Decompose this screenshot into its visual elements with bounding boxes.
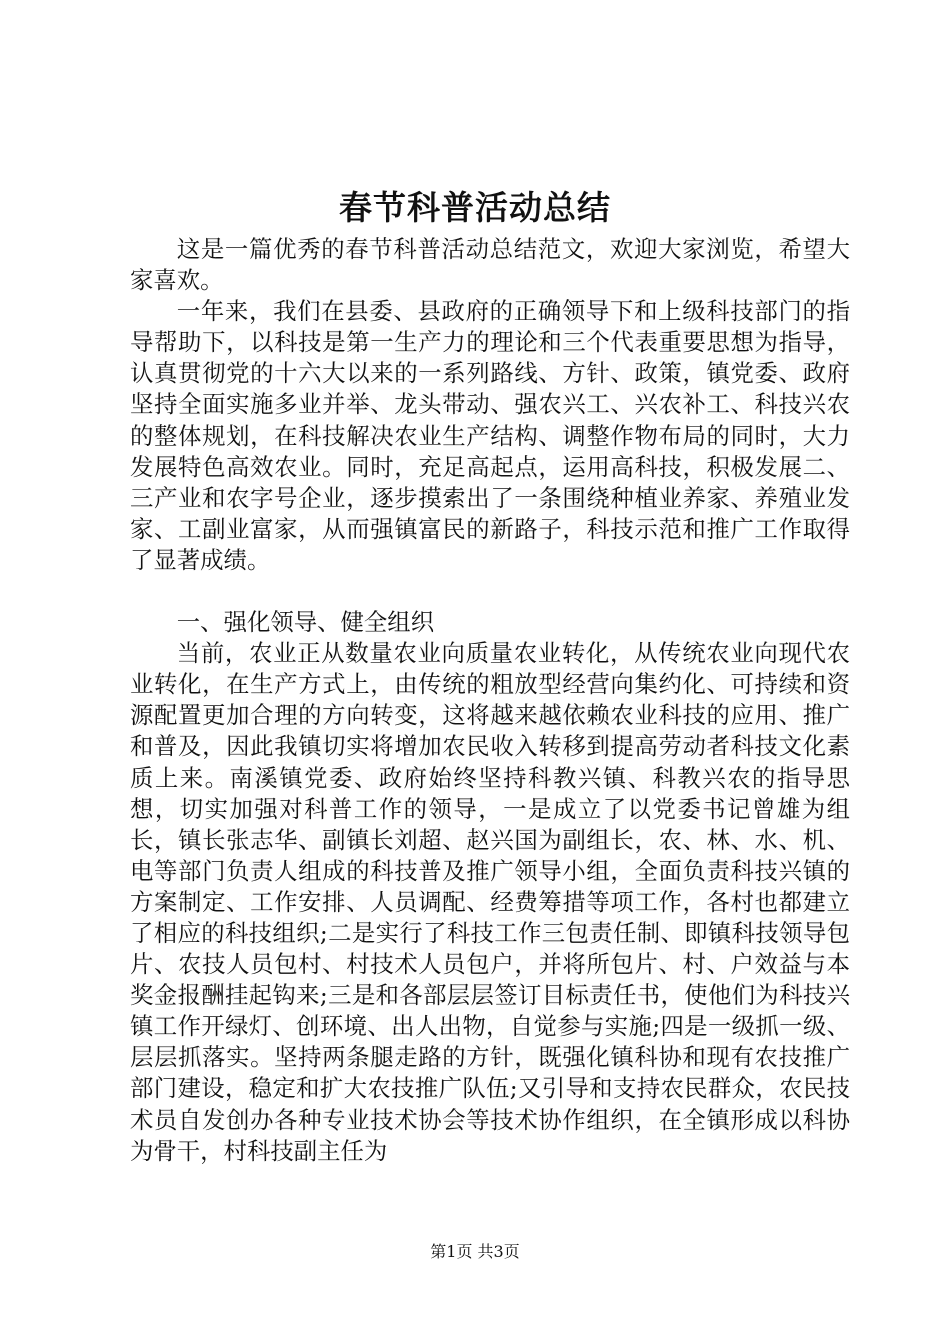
page-footer: 第1页 共3页 [430,1242,520,1261]
paragraph-1: 一年来，我们在县委、县政府的正确领导下和上级科技部门的指导帮助下，以科技是第一生产力的理论和三个代表重要思想为指导，认真贯彻党的十六大以来的一系列路线、方针、政策，镇党委、政府坚持全面实施多业并举、龙头带动、强农兴工、兴农补工、科技兴农的整体规划，在科技解决农业生产结构、调整作物布局的同时，大力发展特色高效农业。同时，充足高起点，运用高科技，积极发展二、三产业和农字号企业，逐步摸索出了一条围绕种植业养家、养殖业发家、工副业富家，从而强镇富民的新路子，科技示范和推广工作取得了显著成绩。 [130,297,850,574]
section-1-heading: 一、强化领导、健全组织 [176,608,435,637]
intro-paragraph: 这是一篇优秀的春节科普活动总结范文，欢迎大家浏览，希望大家喜欢。 [130,235,850,295]
document-body [130,234,850,1167]
paragraph-2: 当前，农业正从数量农业向质量农业转化，从传统农业向现代农业转化，在生产方式上，由传统的粗放型经营向集约化、可持续和资源配置更加合理的方向转变，这将越来越依赖农业科技的应用、推广和普及，因此我镇切实将增加农民收入转移到提高劳动者科技文化素质上来。南溪镇党委、政府始终坚持科教兴镇、科教兴农的指导思想，切实加强对科普工作的领导，一是成立了以党委书记曾雄为组长，镇长张志华、副镇长刘超、赵兴国为副组长，农、林、水、机、电等部门负责人组成的科技普及推广领导小组，全面负责科技兴镇的方案制定、工作安排、人员调配、经费筹措等项工作，各村也都建立了相应的科技组织;二是实行了科技工作三包责任制、即镇科技领导包片、农技人员包村、村技术人员包户，并将所包片、村、户效益与本奖金报酬挂起钩来;三是和各部层层签订目标责任书，使他们为科技兴镇工作开绿灯、创环境、出人出物，自觉参与实施;四是一级抓一级、层层抓落实。坚持两条腿走路的方针，既强化镇科协和现有农技推广部门建设，稳定和扩大农技推广队伍;又引导和支持农民群众，农民技术员自发创办各种专业技术协会等技术协作组织，在全镇形成以科协为骨干，村科技副主任为 [130,639,850,1165]
document-title: 春节科普活动总结 [339,188,611,227]
paragraph-gap [130,576,850,607]
